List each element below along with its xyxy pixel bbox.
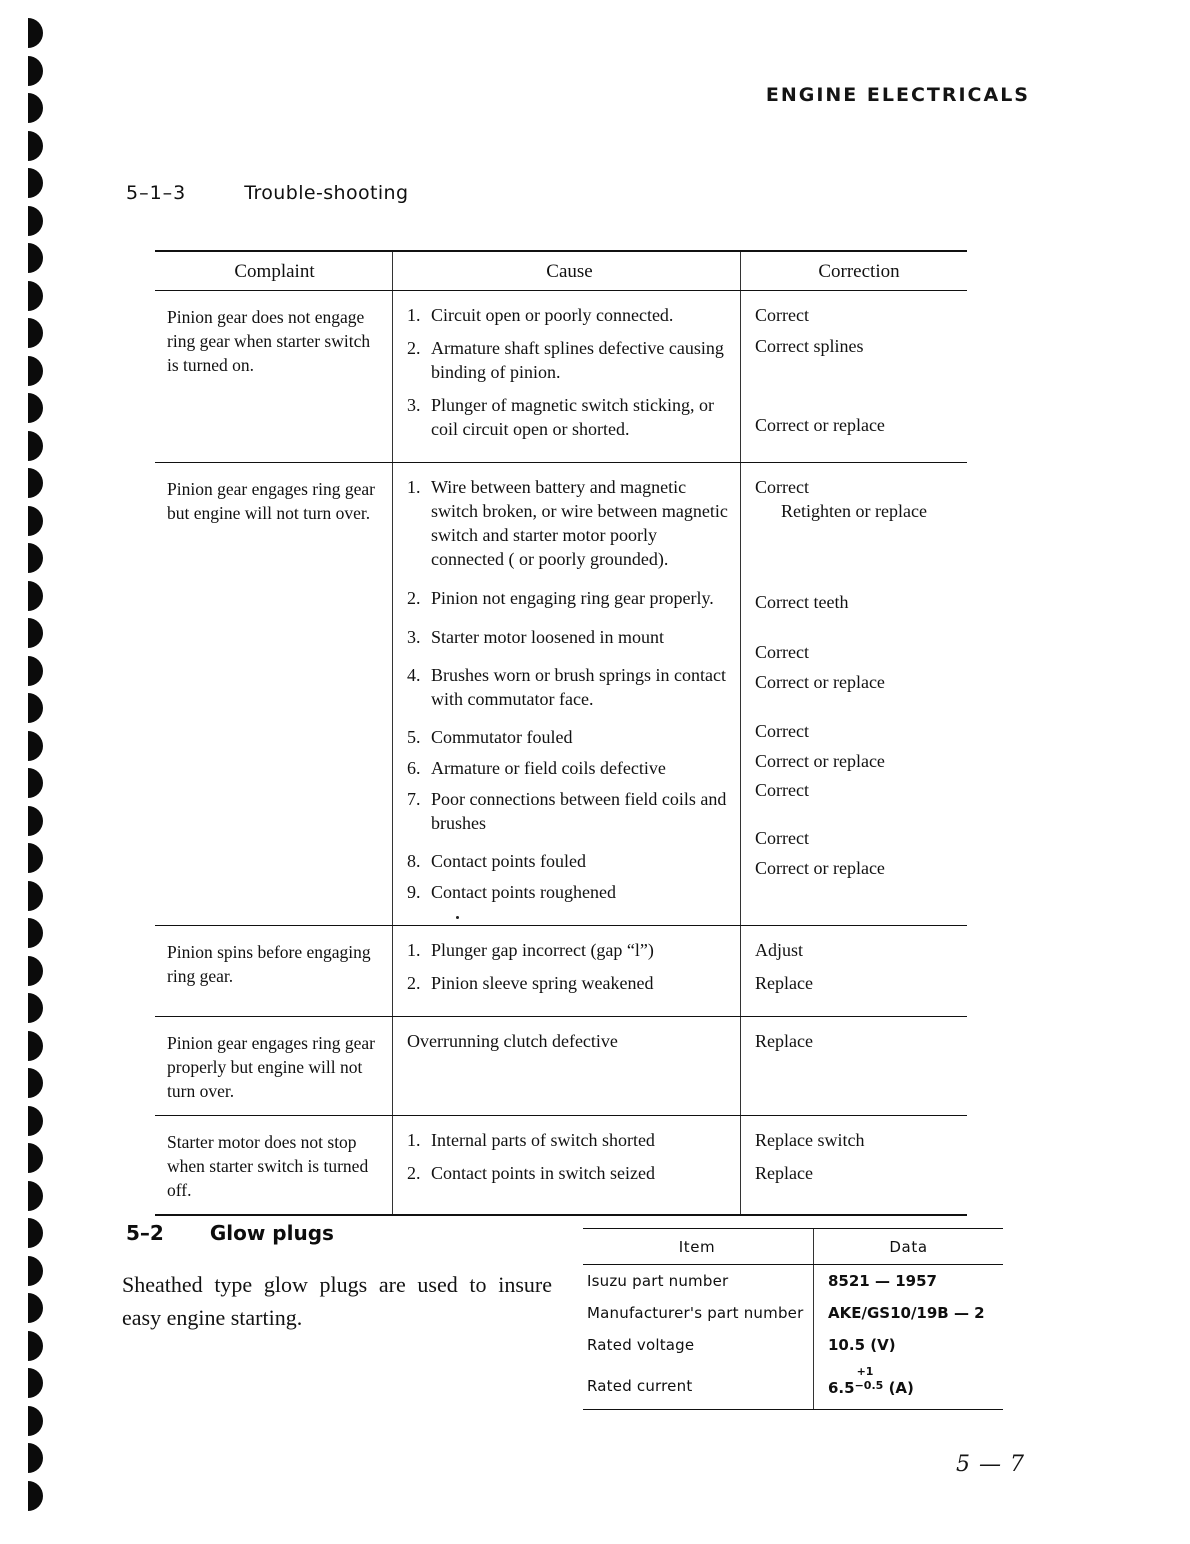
binding-hole [28,393,43,423]
binding-hole [28,506,43,536]
cause-item [407,880,732,904]
cause-item [407,475,732,571]
cause-list [407,463,732,925]
binding-hole [28,1106,43,1136]
cause-text: Starter motor loosened in mount [431,627,664,647]
cause-item [407,938,732,962]
spec-item-label: Isuzu part number [587,1272,729,1290]
correction-list [755,291,963,437]
binding-hole [28,281,43,311]
cause-text: Armature shaft splines defective causing binding of pinion. [431,338,724,382]
section-title: Glow plugs [209,1221,334,1245]
binding-hole [28,431,43,461]
correction-item: Correct or replace [755,858,885,878]
complaint-text: Pinion gear engages ring gear properly but engine will not turn over. [167,1033,375,1101]
binding-hole [28,56,43,86]
cause-item [407,393,732,441]
page-number: 5 — 7 [956,1452,1025,1477]
binding-hole [28,1068,43,1098]
cause-number: 2. [407,338,421,358]
binding-hole [28,1031,43,1061]
spec-item-label: Manufacturer's part number [587,1304,804,1322]
complaint-text: Starter motor does not stop when starter switch is turned off. [167,1132,369,1200]
cause-text: Contact points roughened [431,882,616,902]
cause-number: 2. [407,973,421,993]
cause-text: Brushes worn or brush springs in contact with commutator face. [431,665,726,709]
cause-item [407,586,732,610]
correction-item: Correct [755,780,809,800]
binding-hole [28,881,43,911]
cause-item [407,625,732,649]
glow-plugs-paragraph: Sheathed type glow plugs are used to insure easy engine starting. [122,1272,552,1330]
cause-number: 1. [407,1130,421,1150]
spec-row [583,1265,1003,1297]
cause-text: Pinion sleeve spring weakened [431,973,654,993]
correction-item: Correct splines [755,336,864,356]
cause-list [407,926,732,1016]
cause-number: 1. [407,477,421,497]
spec-row [583,1329,1003,1361]
binding-hole [28,693,43,723]
binding-hole [28,1331,43,1361]
cause-item [407,787,732,835]
spiral-binding-holes [0,0,70,1544]
cause-list [407,291,732,462]
cause-number: 1. [407,940,421,960]
binding-hole [28,956,43,986]
cause-text: Overrunning clutch defective [407,1031,618,1051]
binding-hole [28,206,43,236]
cause-item [407,303,732,327]
spec-item-value: 10.5 (V) [813,1329,1003,1361]
binding-hole [28,918,43,948]
spec-column-header-data: Data [813,1229,1003,1264]
complaint-text: Pinion spins before engaging ring gear. [167,942,371,986]
cause-item [407,336,732,384]
section-heading-5-2 [126,1221,334,1245]
binding-hole [28,618,43,648]
column-header-complaint: Complaint [234,261,315,282]
binding-hole [28,768,43,798]
cause-list [407,1017,732,1074]
binding-hole [28,843,43,873]
tolerance-lower: −0.5 [854,1379,884,1392]
binding-hole [28,168,43,198]
cause-number: 1. [407,305,421,325]
correction-list [755,1116,963,1185]
binding-hole [28,356,43,386]
column-header-cause: Cause [392,252,740,290]
cause-text: Circuit open or poorly connected. [431,305,674,325]
binding-hole [28,806,43,836]
correction-item [755,475,963,523]
spec-item-label: Rated current [587,1377,693,1395]
table-row [155,926,967,1016]
cause-item [407,725,732,749]
scan-artifact-dot [456,916,459,919]
binding-hole [28,731,43,761]
cause-number: 2. [407,588,421,608]
correction-list [755,1017,963,1053]
spec-item-value: AKE/GS10/19B — 2 [813,1297,1003,1329]
cause-number: 4. [407,665,421,685]
running-head: ENGINE ELECTRICALS [765,84,1030,106]
spec-item-label: Rated voltage [587,1336,695,1354]
spec-column-header-item: Item [678,1238,716,1256]
column-header-correction: Correction [740,252,967,290]
correction-list [755,926,963,995]
spec-row [583,1297,1003,1329]
cause-item [407,1029,732,1053]
binding-hole [28,1368,43,1398]
cause-item [407,1128,732,1152]
correction-item: Replace [755,1163,813,1183]
cause-item [407,663,732,711]
cause-text: Wire between battery and magnetic switch broken, or wire between magnetic switch and starter motor poorly connected ( or poorly grounded). [431,477,728,569]
correction-item: Correct or replace [755,415,885,435]
cause-text: Plunger of magnetic switch sticking, or coil circuit open or shorted. [431,395,714,439]
correction-item: Correct or replace [755,672,885,692]
spec-item-value [813,1361,1003,1409]
rated-current-number: 6.5 [828,1379,855,1397]
cause-item [407,971,732,995]
table-row [155,1017,967,1115]
section-heading-5-1-3 [126,182,408,204]
correction-item: Replace [755,973,813,993]
correction-item: Correct teeth [755,592,849,612]
binding-hole [28,993,43,1023]
complaint-text: Pinion gear does not engage ring gear when starter switch is turned on. [167,307,371,375]
cause-number: 3. [407,395,421,415]
binding-hole [28,1143,43,1173]
cause-number: 3. [407,627,421,647]
table-row [155,291,967,462]
glow-plug-spec-table [583,1228,1003,1410]
cause-text: Armature or field coils defective [431,758,666,778]
table-header-row [155,252,967,290]
cause-text: Contact points in switch seized [431,1163,655,1183]
cause-text: Internal parts of switch shorted [431,1130,655,1150]
correction-item: Replace [755,1031,813,1051]
binding-hole [28,1256,43,1286]
table-row [155,463,967,925]
binding-hole [28,1293,43,1323]
cause-text: Contact points fouled [431,851,586,871]
cause-text: Pinion not engaging ring gear properly. [431,588,714,608]
correction-item: Replace switch [755,1130,865,1150]
cause-number: 2. [407,1163,421,1183]
cause-number: 9. [407,882,421,902]
cause-number: 7. [407,789,421,809]
binding-hole [28,581,43,611]
cause-text: Plunger gap incorrect (gap “l”) [431,940,654,960]
rated-current-tolerance [854,1365,889,1393]
section-title: Trouble-shooting [244,182,409,204]
correction-item: Correct [755,721,809,741]
cause-item [407,849,732,873]
correction-item: Correct [755,305,809,325]
binding-hole [28,1406,43,1436]
correction-item: Correct [755,828,809,848]
binding-hole [28,468,43,498]
binding-hole [28,18,43,48]
rated-current-unit: (A) [888,1379,914,1397]
spec-header-row [583,1229,1003,1264]
rated-current-value [828,1365,914,1397]
tolerance-upper: +1 [856,1365,874,1378]
binding-hole [28,1181,43,1211]
section-number: 5–2 [126,1221,164,1245]
cause-item [407,756,732,780]
cause-number: 8. [407,851,421,871]
cause-text: Poor connections between field coils and brushes [431,789,727,833]
binding-hole [28,318,43,348]
correction-item: Adjust [755,940,804,960]
binding-hole [28,656,43,686]
troubleshooting-table [155,250,967,1216]
cause-list [407,1116,732,1206]
correction-text-extra: Retighten or replace [781,501,927,521]
spec-item-value: 8521 — 1957 [813,1265,1003,1297]
table-bottom-rule [155,1214,967,1216]
spec-row-rated-current [583,1361,1003,1409]
table-row [155,1116,967,1214]
cause-number: 6. [407,758,421,778]
section-number: 5–1–3 [126,182,187,204]
binding-hole [28,131,43,161]
correction-item: Correct or replace [755,751,885,771]
cause-item [407,1161,732,1185]
spec-bottom-rule [583,1409,1003,1410]
correction-text: Correct [755,477,809,497]
binding-hole [28,1218,43,1248]
complaint-text: Pinion gear engages ring gear but engine will not turn over. [167,479,375,523]
correction-item: Correct [755,642,809,662]
binding-hole [28,1481,43,1511]
cause-text: Commutator fouled [431,727,573,747]
binding-hole [28,243,43,273]
correction-list [755,463,963,880]
binding-hole [28,543,43,573]
cause-number: 5. [407,727,421,747]
